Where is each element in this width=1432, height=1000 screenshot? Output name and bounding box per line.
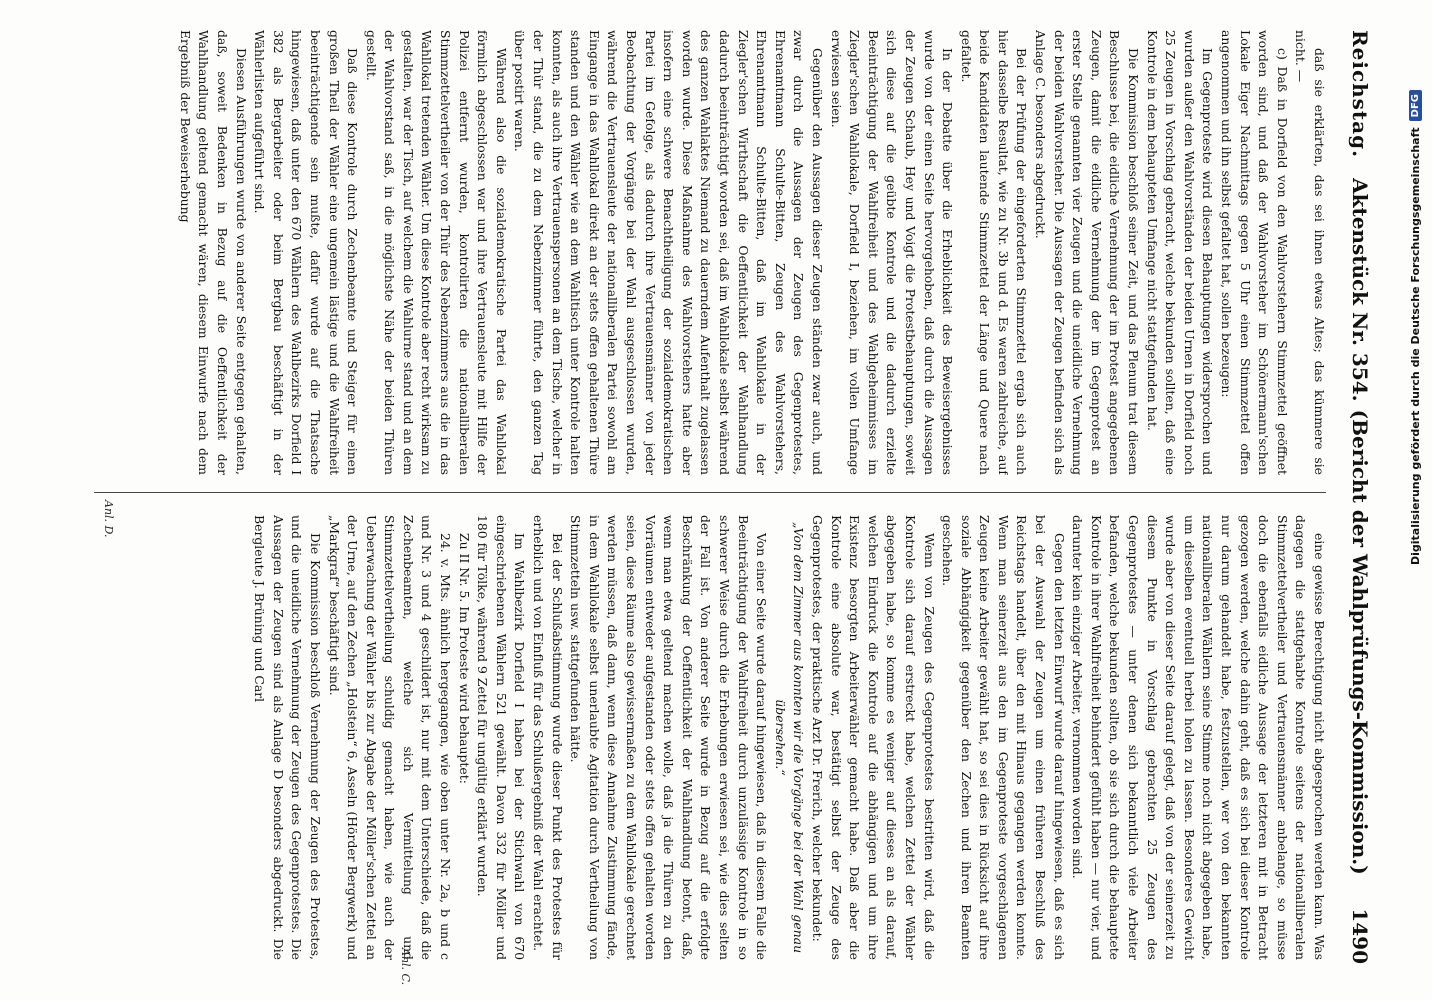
margin-note-anlage-c: Anl. C. bbox=[399, 948, 412, 986]
funding-strip bbox=[1405, 90, 1425, 990]
paragraph: Wenn von Zeugen des Gegenprotestes bestritten wird, daß die Kontrole sich darauf erstreckt habe, welchen Zettel der Wähler abgegeben habe, so komme es weniger auf dieses an als darauf, welchen Eindruck die Kontrole auf die abhängigen und um ihre Existenz besorgten Arbeiterwähler gemacht habe. Daß aber die Kontrole eine absolute war, bestätigt selbst der Zeuge des Gegenprotestes, der praktische Arzt Dr. Frerich, welcher bekundet: bbox=[809, 515, 937, 960]
paragraph: In der Debatte über die Erheblichkeit des Beweisergebnisses wurde von der einen Seite hervorgehoben, daß durch die Aussagen der Zeugen Schaub, Hey und Voigt die Protestbehauptungen, soweit sich diese auf die geübte Kontrole und die dadurch erzielte Beeinträchtigung der Wahlfreiheit und des Wahlgeheimnisses im Ziegler'schen Wahllokale, Dorfield I, beziehen, im vollen Umfange erwiesen seien. bbox=[828, 30, 956, 475]
column-divider bbox=[94, 492, 1326, 493]
paragraph: Die Kommission beschloß seiner Zeit, und das Plenum trat diesem Beschlusse bei, die eidliche Vernehmung der im Protest angegebenen Zeugen, damit die eidliche Vernehmung der im Gegenprotest an erster Stelle genannten vier Zeugen und die uneidliche Vernehmung der beiden Wahlvorsteher. Die Aussagen der Zeugen befinden sich als Anlage C. besonders abgedruckt. bbox=[1033, 30, 1142, 475]
paragraph: daß sie erklärten, das sei ihnen etwas Altes; das kümmere sie nicht. — bbox=[1293, 30, 1327, 475]
paragraph: Im Gegenproteste wird diesen Behauptungen widersprochen und wurden außer den Wahlvorständen der beiden Urnen in Dorfield noch 25 Zeugen in Vorschlag gebracht, welche bekunden sollten, daß eine Kontrole in dem behaupteten Umfange nicht stattgefunden hat. bbox=[1144, 30, 1216, 475]
paragraph: Daß diese Kontrole durch Zechenbeamte und Steiger für einen großen Theil der Wähler eine ungemein lästige und die Wahlfreiheit beeinträchtigende sein mußte, dafür wurde auf die Thatsache hingewiesen, daß unter den 670 Wählern des Wahlbezirks Dorfield I 382 als Bergarbeiter oder beim Bergbau beschäftigt in der Wählerlisten aufgeführt sind. bbox=[252, 30, 361, 475]
right-column bbox=[88, 515, 1328, 960]
paragraph: eine gewisse Berechtigung nicht abgesprochen werden kann. Was dagegen die stattgehabte Kontrole seitens der nationalliberalen Stimmzettelvertheiler und Vertrauensmänner anbelange, so müsse doch die ebenfalls eidliche Aussage der letzteren mit in Betracht gezogen werden, welche dahin geht, daß es sich bei dieser Kontrole nur darum gehandelt habe, festzustellen, wer von den bekannten nationalliberalen Wählern seine Stimme noch nicht abgegeben habe, um dieselben eventuell herbei holen zu lassen. Besonderes Gewicht wurde aber von dieser Seite darauf gelegt, daß von der seinerzeit zu diesem Punkte in Vorschlag gebrachten 25 Zeugen des Gegenprotestes — unter denen sich bekanntlich viele Arbeiter befanden, welche bekunden sollten, ob sie sich durch die behauptete Kontrole in ihrer Wahlfreiheit behindert gefühlt haben — nur vier, und darunter kein einziger Arbeiter, vernommen worden sind. bbox=[1070, 515, 1327, 960]
paragraph: Diesen Ausführungen wurde von anderer Seite entgegen gehalten, daß, soweit Bedenken in Bezug auf die Oeffentlichkeit der Wahlhandlung geltend gemacht wären, diesem Einwurfe nach dem Ergebniß der Beweiserhebung bbox=[177, 30, 249, 475]
paragraph: Die Kommission beschloß Vernehmung der Zeugen des Protestes, und die uneidliche Vernehmung der Zeugen des Gegenprotestes. Die Aussagen der Zeugen sind als Anlage D besonders abgedruckt. Die Bergleute J. Brüning und Carl bbox=[252, 515, 323, 960]
header-title: Reichstag. bbox=[1348, 30, 1372, 159]
paragraph: Gegen den letzten Einwurf wurde darauf hingewiesen, daß es sich bei der Auswahl der Zeugen um einen früheren Beschluß des Reichstags handelt, über den mit Hinaus gegangen werden konnte. Wenn man seinerzeit aus den im Gegenproteste vorgeschlagenen Zeugen keine Arbeiter gewählt hat, so sei dies in Rücksicht auf ihre soziale Abhängigkeit gegenüber den Zechen und ihren Beamten geschehen. bbox=[940, 515, 1067, 960]
funding-note: Digitalisierung gefördert durch die Deutsche Forschungsgemeinschaft bbox=[1408, 127, 1422, 566]
header-aktenstueck: Aktenstück Nr. 354. bbox=[1348, 178, 1372, 402]
margin-note-anlage-d: Anl. D. bbox=[102, 500, 115, 538]
funding-strip-text bbox=[1405, 90, 1425, 990]
rotated-page-content bbox=[70, 20, 1390, 980]
header-commission: (Bericht der Wahlprüfungs-Kommission.) bbox=[1348, 409, 1372, 875]
left-column bbox=[88, 30, 1328, 475]
dfg-logo: DFG bbox=[1409, 90, 1422, 121]
paragraph: Im Wahlbezirk Dorfield I haben bei der Stichwahl von 670 eingeschriebenen Wählern 521 gewählt. Davon 332 für Möller und 180 für Tölke, während 9 Zettel für ungültig erklärt wurden. bbox=[475, 515, 528, 960]
paragraph: Von einer Seite wurde darauf hingewiesen, daß in diesem Falle die Beeinträchtigung der Wahlfreiheit durch unzulässige Kontrole in so schwerer Weise durch die Erhebungen erwiesen sei, wie dies selten der Fall ist. Von anderer Seite wurde in Bezug auf die erfolgte Beschränkung der Oeffentlichkeit der Wahlhandlung betont, daß, wenn man etwa geltend machen wolle, daß ja die Thüren zu den Vorräumen entweder aufgestanden oder stets offen gehalten worden seien, diese Räume also gewissermaßen zu dem Wahllokale gerechnet werden müssen, daß dann, wenn diese Annahme Zustimmung fände, in dem Wahllokale selbst unerlaubte Agitation durch Vertheilung von Stimmzetteln usw. stattgefunden hätte. bbox=[568, 515, 770, 960]
quotation: „Von dem Zimmer aus konnten wir die Vorgänge bei der Wahl genau übersehen.“ bbox=[772, 521, 807, 954]
paragraph: 24. v. Mts. ähnlich hergegangen, wie oben unter Nr. 2a, b und c und Nr. 3 und 4 geschildert ist, nur mit dem Unterschiede, daß die Zechenbeamten, welche sich Vermittelung und Stimmzettelvertheilung schuldig gemacht haben, wie auch der Ueberwachung der Wähler bis zur Abgabe der Möller'schen Zettel an der Urne, auf den Zechen „Holstein“ 6, Asseln (Hörder Bergwerk) und „Markgraf“ beschäftigt sind. bbox=[326, 515, 454, 960]
page-number: 1490 bbox=[1348, 908, 1372, 964]
paragraph: c) Daß in Dorfield von den Wahlvorstehern Stimmzettel geöffnet worden sind, und daß der Wahlvorsteher im Schönermann'schen Lokale Eiger Nachmittags gegen 5 Uhr einen Stimmzettel offen angenommen und ihn selbst gefaltet hat, sollen bezeugen: bbox=[1219, 30, 1290, 475]
page-header bbox=[1340, 30, 1380, 970]
paragraph: Gegenüber den Aussagen dieser Zeugen ständen zwar auch, und zwar durch die Aussagen der Zeugen des Gegenprotestes, Ehrenamtmann Schulte-Bitten, Zeugen des Wahlvorstehers, Ehrenamtmann Schulte-Bitten, daß im Wahllokale in der Ziegler'schen Wirthschaft die Oeffentlichkeit der Wahlhandlung dadurch beeinträchtigt worden sei, daß im Wahllokale selbst während des ganzen Wahlaktes Niemand zu dauerndem Aufenthalt zugelassen worden wurde. Diese Maßnahme des Wahlvorstehers hatte aber insofern eine schwere Benachtheiligung der sozialdemokratischen Partei im Gefolge, als dadurch ihre Vertrauensmänner von jeder Beobachtung der Vorgänge bei der Wahl ausgeschlossen wurden, während die Vertrauensleute der nationalliberalen Partei sowohl am Eingange in das Wahllokal direkt an der stets offen gehaltenen Thüre standen und den Wähler wie an dem Wahltisch unter Kontrole halten konnten, als auch ihre Vertrauenspersonen an dem Tische, welcher in der Thür stand, die zu dem Nebenzimmer führte, den ganzen Tag über postirt waren. bbox=[512, 30, 825, 475]
paragraph: Zu II Nr. 5. Im Proteste wird behauptet: bbox=[456, 533, 472, 784]
paragraph: Während also die sozialdemokratische Partei das Wahllokal förmlich abgeschlossen war und ihre Vertrauensleute mit Hilfe der Polizei entfernt wurden, kontrolirten die nationalliberalen Stimmzettelvertheiler von der Thür des Nebenzimmers aus die in das Wahllokal tretenden Wähler. Um diese Kontrole aber recht wirksam zu gestalten, war der Tisch, auf welchem die Wahlurne stand und an dem der Wahlvorstand saß, in die möglichste Nähe der beiden Thüren gestellt. bbox=[363, 30, 509, 475]
paragraph: Bei der Prüfung der eingeforderten Stimmzettel ergab sich auch hier dasselbe Resultat, wie zu Nr. 3b und d. Es waren zahlreiche, auf beide Kandidaten lautende Stimmzettel der Länge und Quere nach gefaltet. bbox=[958, 30, 1030, 475]
paragraph: Bei der Schlußabstimmung wurde dieser Punkt des Protestes für erheblich und von Einfluß für das Schlußergebniß der Wahl erachtet. bbox=[531, 515, 565, 960]
